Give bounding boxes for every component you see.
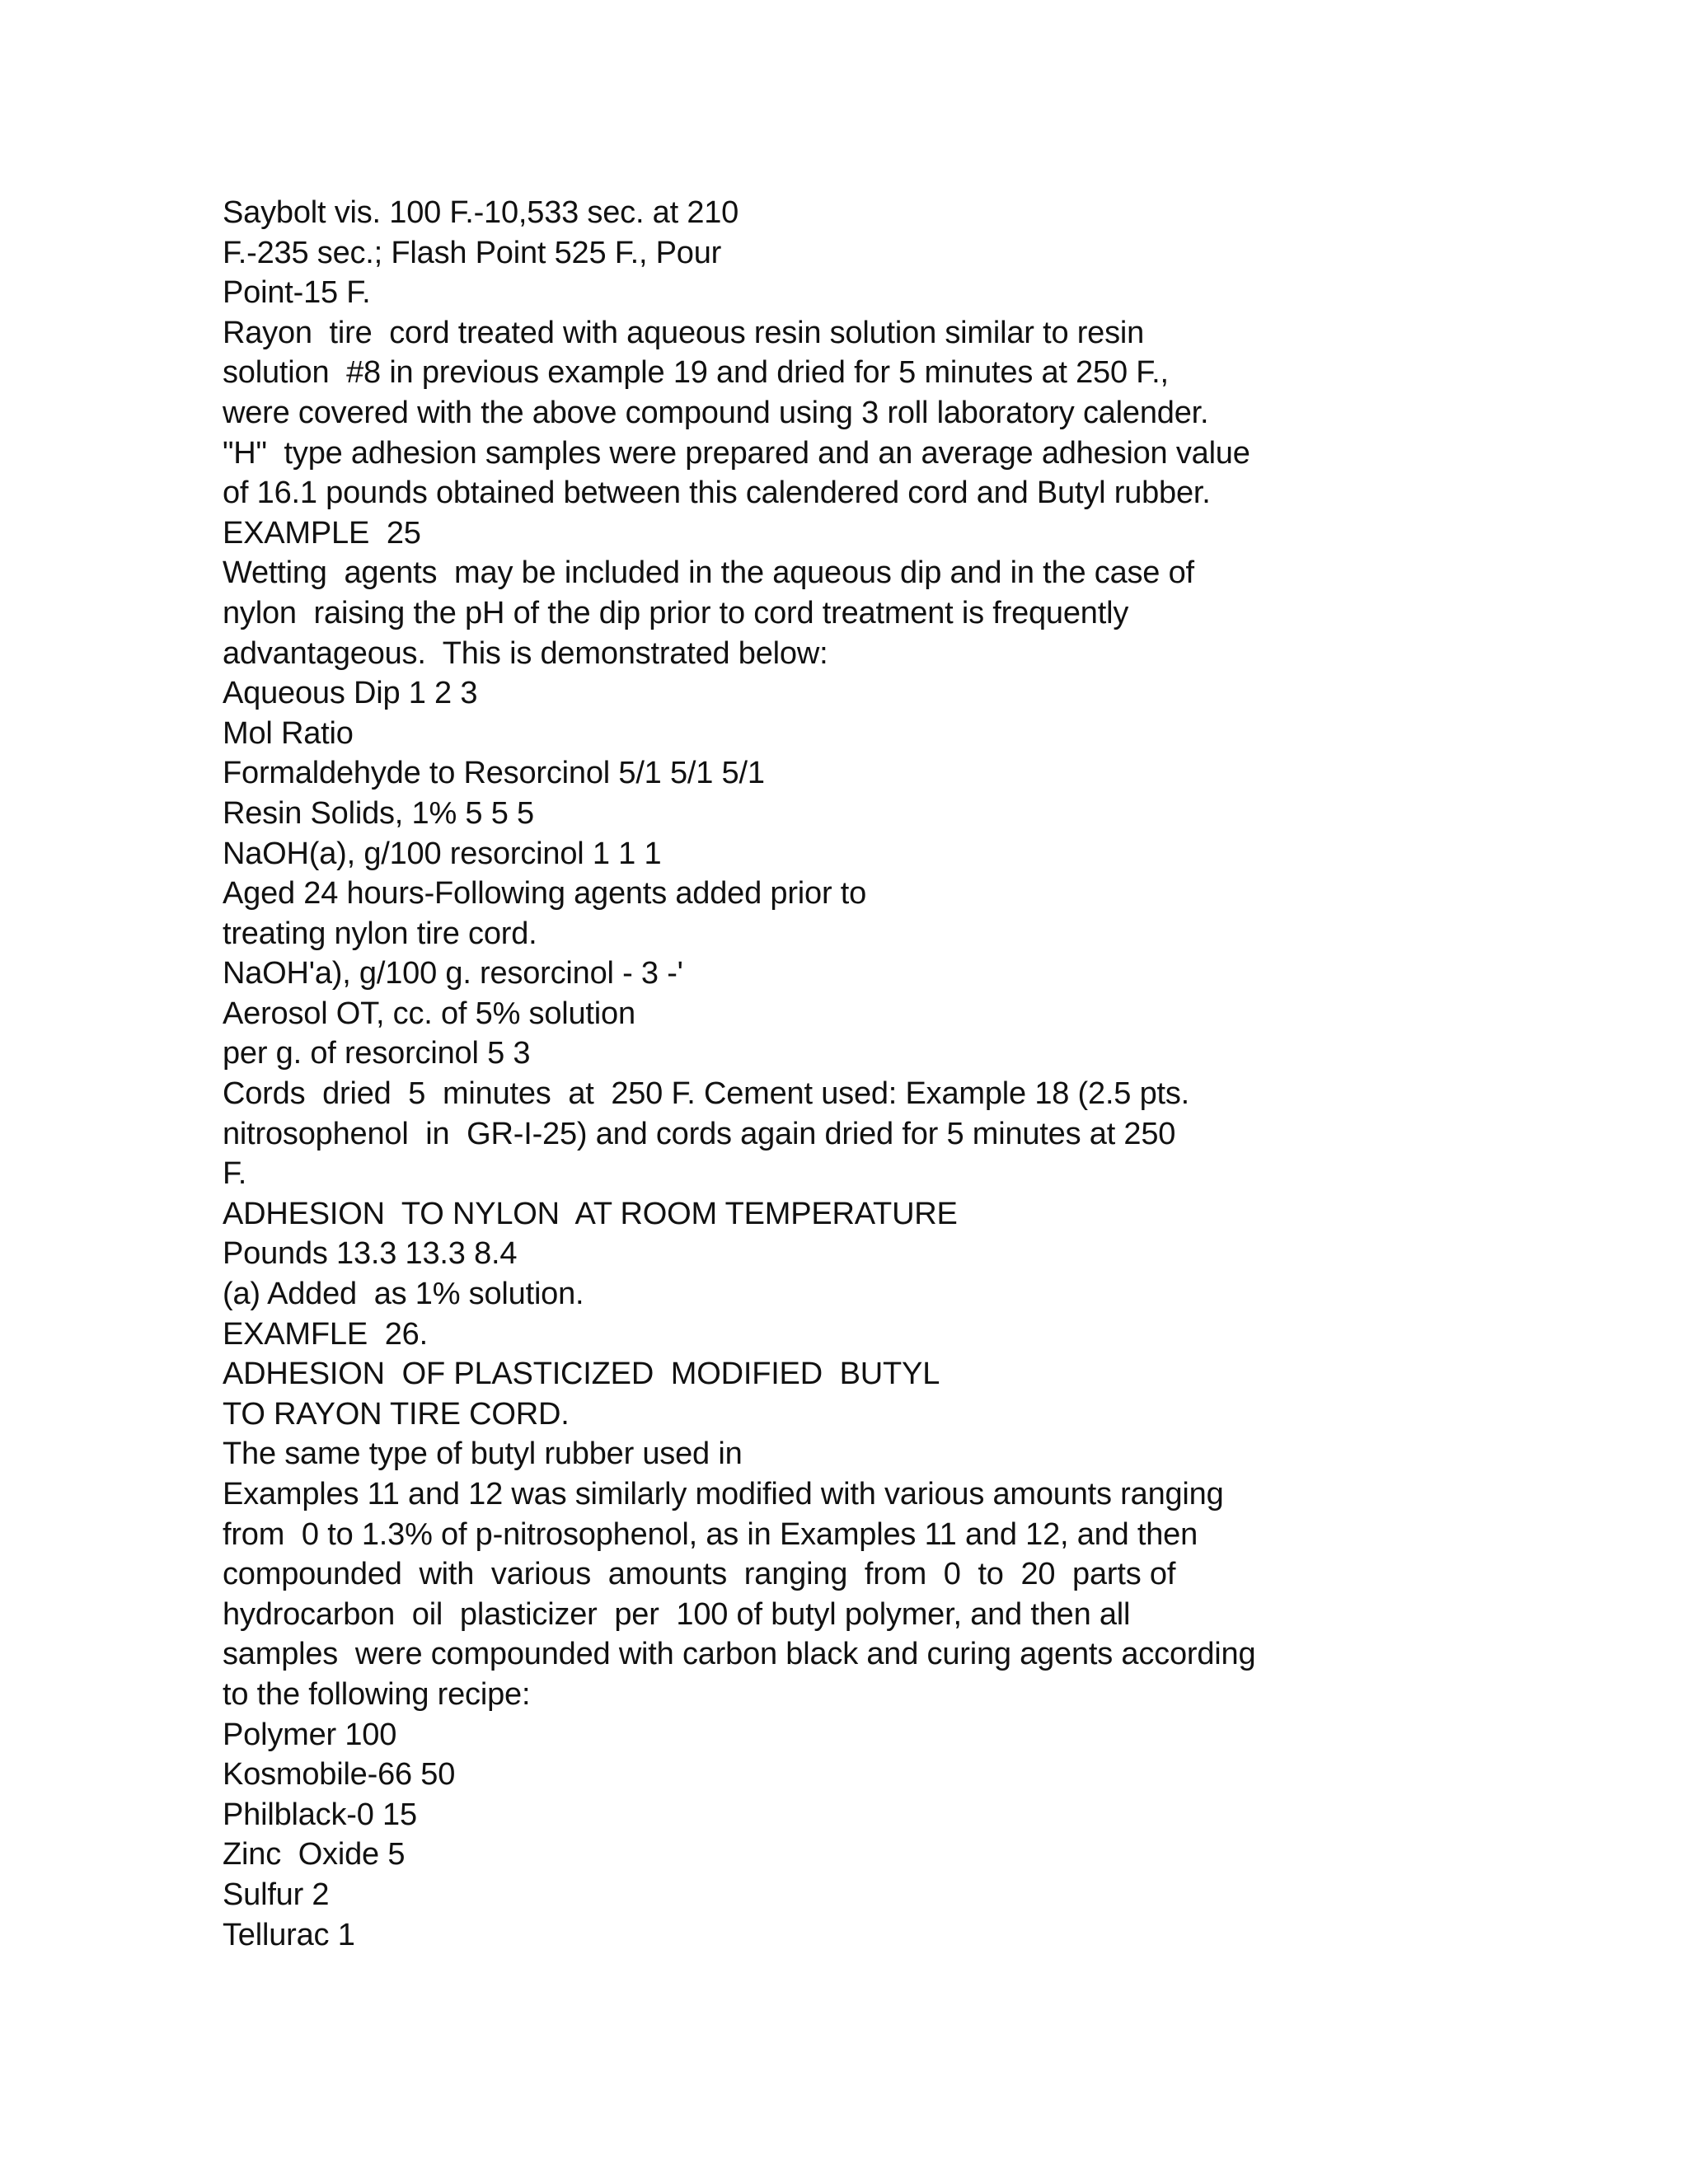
text-line: Polymer 100 [223,1717,397,1752]
text-line: Kosmobile-66 50 [223,1757,456,1793]
text-line: Cords dried 5 minutes at 250 F. Cement used: Example 18 (2.5 pts. [223,1076,1190,1112]
text-line: nylon raising the pH of the dip prior to cord treatment is frequently [223,595,1129,630]
text-line: TO RAYON TIRE CORD. [223,1396,570,1432]
text-line: Zinc Oxide 5 [223,1837,406,1872]
text-line: Sulfur 2 [223,1877,330,1912]
text-line: hydrocarbon oil plasticizer per 100 of butyl polymer, and then all [223,1596,1131,1632]
text-line: F. [223,1156,247,1192]
text-line: of 16.1 pounds obtained between this calendered cord and Butyl rubber. [223,476,1211,511]
text-line: samples were compounded with carbon black and curing agents according [223,1637,1256,1672]
text-line: Philblack-0 15 [223,1797,417,1832]
text-line: "H" type adhesion samples were prepared and an average adhesion value [223,435,1250,471]
text-line: The same type of butyl rubber used in [223,1436,743,1472]
text-line: Pounds 13.3 13.3 8.4 [223,1236,518,1272]
text-line: ADHESION TO NYLON AT ROOM TEMPERATURE [223,1196,958,1231]
text-line: Point-15 F. [223,275,371,311]
text-line: Tellurac 1 [223,1917,355,1952]
text-line: Formaldehyde to Resorcinol 5/1 5/1 5/1 [223,756,765,791]
text-line: EXAMPLE 25 [223,515,421,551]
text-line: Resin Solids, 1% 5 5 5 [223,795,534,831]
text-line: Mol Ratio [223,715,354,751]
text-line: NaOH'a), g/100 g. resorcinol - 3 -' [223,956,683,991]
text-line: treating nylon tire cord. [223,916,537,951]
text-line: NaOH(a), g/100 resorcinol 1 1 1 [223,836,662,871]
text-line: F.-235 sec.; Flash Point 525 F., Pour [223,235,722,270]
text-line: (a) Added as 1% solution. [223,1277,584,1312]
text-line: Aged 24 hours-Following agents added prior to [223,876,867,912]
text-line: nitrosophenol in GR-I-25) and cords again dried for 5 minutes at 250 [223,1116,1176,1151]
text-line: from 0 to 1.3% of p-nitrosophenol, as in Examples 11 and 12, and then [223,1516,1198,1552]
text-line: compounded with various amounts ranging from 0 to 20 parts of [223,1557,1176,1592]
document-body [223,193,1624,1955]
text-line: ADHESION OF PLASTICIZED MODIFIED BUTYL [223,1357,940,1392]
text-line: Rayon tire cord treated with aqueous resin solution similar to resin [223,315,1145,350]
text-line: advantageous. This is demonstrated below: [223,635,828,671]
text-line: Saybolt vis. 100 F.-10,533 sec. at 210 [223,195,739,230]
text-line: per g. of resorcinol 5 3 [223,1036,531,1071]
text-line: to the following recipe: [223,1676,531,1712]
text-line: EXAMFLE 26. [223,1316,428,1352]
text-line: Aqueous Dip 1 2 3 [223,676,478,711]
text-line: solution #8 in previous example 19 and dried for 5 minutes at 250 F., [223,355,1169,391]
text-line: Wetting agents may be included in the aqueous dip and in the case of [223,555,1194,591]
text-line: Examples 11 and 12 was similarly modified with various amounts ranging [223,1477,1224,1511]
text-line: were covered with the above compound using 3 roll laboratory calender. [223,395,1209,430]
text-line: Aerosol OT, cc. of 5% solution [223,996,635,1031]
